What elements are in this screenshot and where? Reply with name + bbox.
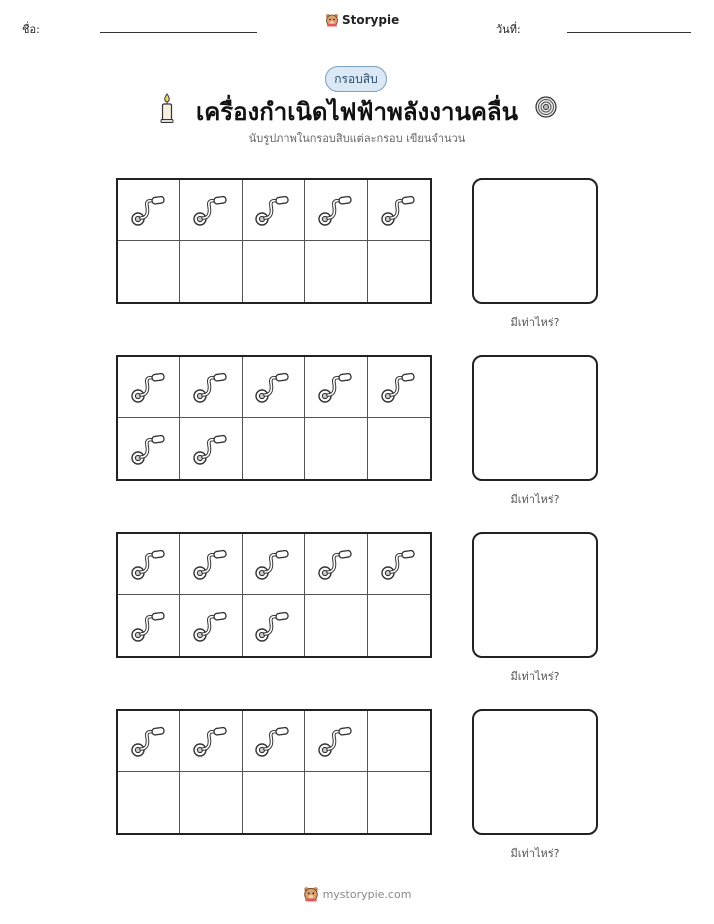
ten-frame-cell	[180, 241, 242, 302]
ten-frame-cell	[368, 180, 430, 241]
ten-frame-cell	[180, 595, 242, 656]
ten-frame	[116, 709, 432, 835]
ten-frame-cell	[243, 711, 305, 772]
ten-frame-cell	[243, 180, 305, 241]
crank-handle-icon	[192, 370, 230, 404]
ten-frame	[116, 178, 432, 304]
ten-frame-cell	[118, 241, 180, 302]
crank-handle-icon	[317, 370, 355, 404]
crank-handle-icon	[254, 547, 292, 581]
ten-frame-cell	[180, 418, 242, 479]
instructions: นับรูปภาพในกรอบสิบแต่ละกรอบ เขียนจำนวน	[248, 132, 466, 145]
answer-box[interactable]	[472, 355, 598, 481]
crank-handle-icon	[317, 193, 355, 227]
how-many-label: มีเท่าไหร่?	[510, 493, 560, 506]
crank-handle-icon	[192, 547, 230, 581]
ten-frame-cell	[243, 534, 305, 595]
ten-frame-cell	[305, 241, 367, 302]
ten-frame-cell	[243, 357, 305, 418]
crank-handle-icon	[317, 724, 355, 758]
ten-frame-cell	[118, 772, 180, 833]
crank-handle-icon	[380, 370, 418, 404]
ten-frame-cell	[118, 357, 180, 418]
date-label: วันที่:	[496, 23, 521, 36]
how-many-label: มีเท่าไหร่?	[510, 316, 560, 329]
ten-frame-cell	[180, 534, 242, 595]
ten-frame-cell	[305, 418, 367, 479]
ten-frame-cell	[368, 418, 430, 479]
answer-box[interactable]	[472, 532, 598, 658]
footer-url[interactable]: mystorypie.com	[322, 887, 412, 901]
brand-logo	[325, 13, 399, 27]
crank-handle-icon	[380, 547, 418, 581]
crank-handle-icon	[380, 193, 418, 227]
crank-handle-icon	[192, 609, 230, 643]
worksheet-title: เครื่องกำเนิดไฟฟ้าพลังงานคลื่น	[195, 98, 519, 126]
ten-frame-cell	[305, 711, 367, 772]
how-many-label: มีเท่าไหร่?	[510, 847, 560, 860]
how-many-label: มีเท่าไหร่?	[510, 670, 560, 683]
ten-frame-cell	[305, 595, 367, 656]
crank-handle-icon	[192, 724, 230, 758]
bear-mascot-icon	[303, 886, 319, 902]
ten-frame-cell	[305, 180, 367, 241]
crank-handle-icon	[317, 547, 355, 581]
coil-icon	[534, 95, 558, 119]
crank-handle-icon	[130, 370, 168, 404]
ten-frame-cell	[243, 418, 305, 479]
crank-handle-icon	[130, 609, 168, 643]
ten-frame-cell	[118, 180, 180, 241]
crank-handle-icon	[130, 547, 168, 581]
crank-handle-icon	[130, 193, 168, 227]
crank-handle-icon	[254, 609, 292, 643]
crank-handle-icon	[192, 193, 230, 227]
footer	[0, 886, 714, 902]
answer-box[interactable]	[472, 709, 598, 835]
date-write-line	[567, 32, 691, 33]
ten-frame-cell	[368, 241, 430, 302]
brand-name: Storypie	[342, 13, 400, 27]
ten-frame-cell	[180, 180, 242, 241]
name-label: ชื่อ:	[22, 23, 40, 36]
ten-frame-cell	[118, 595, 180, 656]
ten-frame-cell	[368, 357, 430, 418]
ten-frame-cell	[118, 711, 180, 772]
ten-frame-cell	[180, 772, 242, 833]
crank-handle-icon	[254, 370, 292, 404]
answer-box[interactable]	[472, 178, 598, 304]
topic-badge: กรอบสิบ	[325, 66, 387, 92]
ten-frame-cell	[180, 711, 242, 772]
ten-frame-cell	[180, 357, 242, 418]
crank-handle-icon	[130, 724, 168, 758]
ten-frame-cell	[305, 357, 367, 418]
ten-frame-cell	[118, 418, 180, 479]
ten-frame-cell	[368, 772, 430, 833]
crank-handle-icon	[192, 432, 230, 466]
ten-frame-cell	[305, 772, 367, 833]
ten-frame-cell	[243, 772, 305, 833]
ten-frame	[116, 532, 432, 658]
ten-frame-cell	[243, 595, 305, 656]
name-write-line	[100, 32, 257, 33]
bear-mascot-icon	[325, 13, 339, 27]
crank-handle-icon	[254, 193, 292, 227]
ten-frame-cell	[368, 595, 430, 656]
ten-frame	[116, 355, 432, 481]
ten-frame-cell	[368, 534, 430, 595]
ten-frame-cell	[305, 534, 367, 595]
ten-frame-cell	[243, 241, 305, 302]
ten-frame-cell	[368, 711, 430, 772]
crank-handle-icon	[254, 724, 292, 758]
ten-frame-cell	[118, 534, 180, 595]
crank-handle-icon	[130, 432, 168, 466]
